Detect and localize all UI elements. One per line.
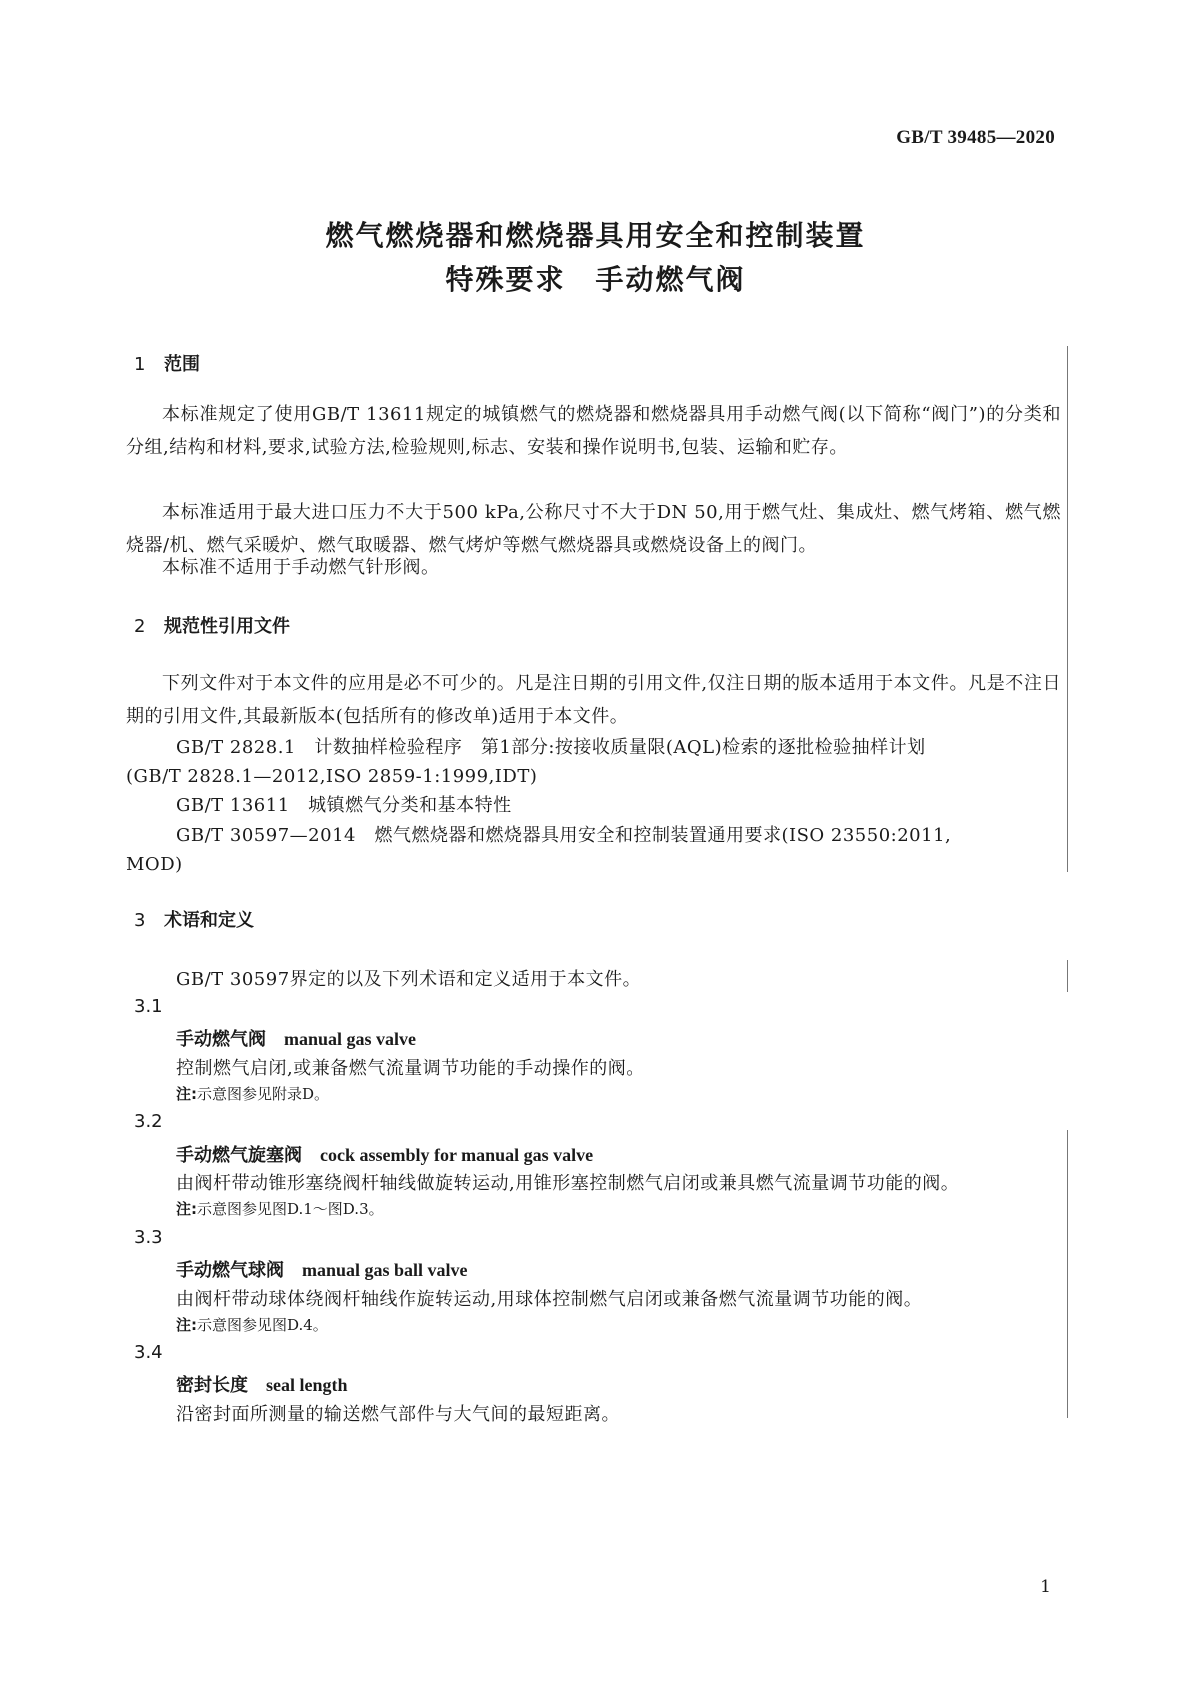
section-2-intro: 下列文件对于本文件的应用是必不可少的。凡是注日期的引用文件,仅注日期的版本适用于本文件。凡是不注日期的引用文件,其最新版本(包括所有的修改单)适用于本文件。 (126, 673, 1061, 727)
note-text: 示意图参见附录D。 (197, 1085, 330, 1103)
section-1-paragraph-3: 本标准不适用于手动燃气针形阀。 (162, 557, 440, 578)
note-label: 注: (176, 1200, 197, 1218)
page-title-line2: 特殊要求 手动燃气阀 (445, 263, 746, 296)
clause-number: 3.3 (134, 1227, 163, 1248)
change-bar (1067, 1130, 1068, 1418)
term-note (176, 1083, 329, 1104)
term-definition: 由阀杆带动球体绕阀杆轴线作旋转运动,用球体控制燃气启闭或兼备燃气流量调节功能的阀。 (176, 1289, 923, 1310)
term-zh: 手动燃气球阀 (176, 1260, 284, 1281)
section-number: 3 (134, 910, 146, 931)
term-note (176, 1198, 384, 1219)
reference-gbt30597-line1: GB/T 30597—2014 燃气燃烧器和燃烧器具用安全和控制装置通用要求(ISO 23550:2011, (176, 825, 952, 846)
standard-code: GB/T 39485—2020 (896, 127, 1055, 148)
reference-gbt2828-line1: GB/T 2828.1 计数抽样检验程序 第1部分:按接收质量限(AQL)检索的逐批检验抽样计划 (176, 737, 926, 758)
term-definition: 由阀杆带动锥形塞绕阀杆轴线做旋转运动,用锥形塞控制燃气启闭或兼具燃气流量调节功能的阀。 (176, 1173, 960, 1194)
section-title: 术语和定义 (164, 910, 254, 931)
reference-gbt2828-line2: (GB/T 2828.1—2012,ISO 2859-1:1999,IDT) (126, 766, 538, 787)
note-label: 注: (176, 1085, 197, 1103)
page-number: 1 (1040, 1577, 1051, 1597)
term-heading (176, 1025, 416, 1051)
section-3-intro: GB/T 30597界定的以及下列术语和定义适用于本文件。 (176, 969, 642, 990)
section-3-heading (134, 906, 254, 932)
term-heading (176, 1256, 468, 1282)
reference-gbt30597-line2: MOD) (126, 854, 183, 875)
term-definition: 控制燃气启闭,或兼备燃气流量调节功能的手动操作的阀。 (176, 1058, 645, 1079)
term-heading (176, 1371, 348, 1397)
section-number: 1 (134, 354, 146, 375)
change-bar (1067, 346, 1068, 872)
change-bar (1067, 960, 1068, 992)
term-zh: 手动燃气旋塞阀 (176, 1145, 302, 1166)
note-text: 示意图参见图D.4。 (197, 1316, 328, 1334)
clause-number: 3.1 (134, 996, 163, 1017)
section-title: 规范性引用文件 (164, 616, 290, 637)
term-en: cock assembly for manual gas valve (320, 1145, 594, 1165)
page-title-line1: 燃气燃烧器和燃烧器具用安全和控制装置 (325, 219, 866, 252)
section-1-paragraph-2: 本标准适用于最大进口压力不大于500 kPa,公称尺寸不大于DN 50,用于燃气灶、集成灶、燃气烤箱、燃气燃烧器/机、燃气采暖炉、燃气取暖器、燃气烤炉等燃气燃烧器具或燃烧设备上的阀门。 (126, 502, 1061, 556)
term-en: seal length (266, 1375, 348, 1395)
section-title: 范围 (164, 354, 200, 375)
term-zh: 手动燃气阀 (176, 1029, 266, 1050)
reference-gbt13611: GB/T 13611 城镇燃气分类和基本特性 (176, 795, 512, 816)
term-definition: 沿密封面所测量的输送燃气部件与大气间的最短距离。 (176, 1404, 620, 1425)
section-number: 2 (134, 616, 146, 637)
term-heading (176, 1141, 593, 1167)
term-en: manual gas valve (284, 1029, 417, 1049)
note-text: 示意图参见图D.1～图D.3。 (197, 1200, 384, 1218)
note-label: 注: (176, 1316, 197, 1334)
term-note (176, 1314, 328, 1335)
clause-number: 3.2 (134, 1111, 163, 1132)
section-2-heading (134, 612, 290, 638)
clause-number: 3.4 (134, 1342, 163, 1363)
term-en: manual gas ball valve (302, 1260, 468, 1280)
section-1-heading (134, 350, 200, 376)
section-1-paragraph-1: 本标准规定了使用GB/T 13611规定的城镇燃气的燃烧器和燃烧器具用手动燃气阀(以下简称“阀门”)的分类和分组,结构和材料,要求,试验方法,检验规则,标志、安装和操作说明书,包装、运输和贮存。 (126, 404, 1061, 458)
term-zh: 密封长度 (176, 1375, 248, 1396)
